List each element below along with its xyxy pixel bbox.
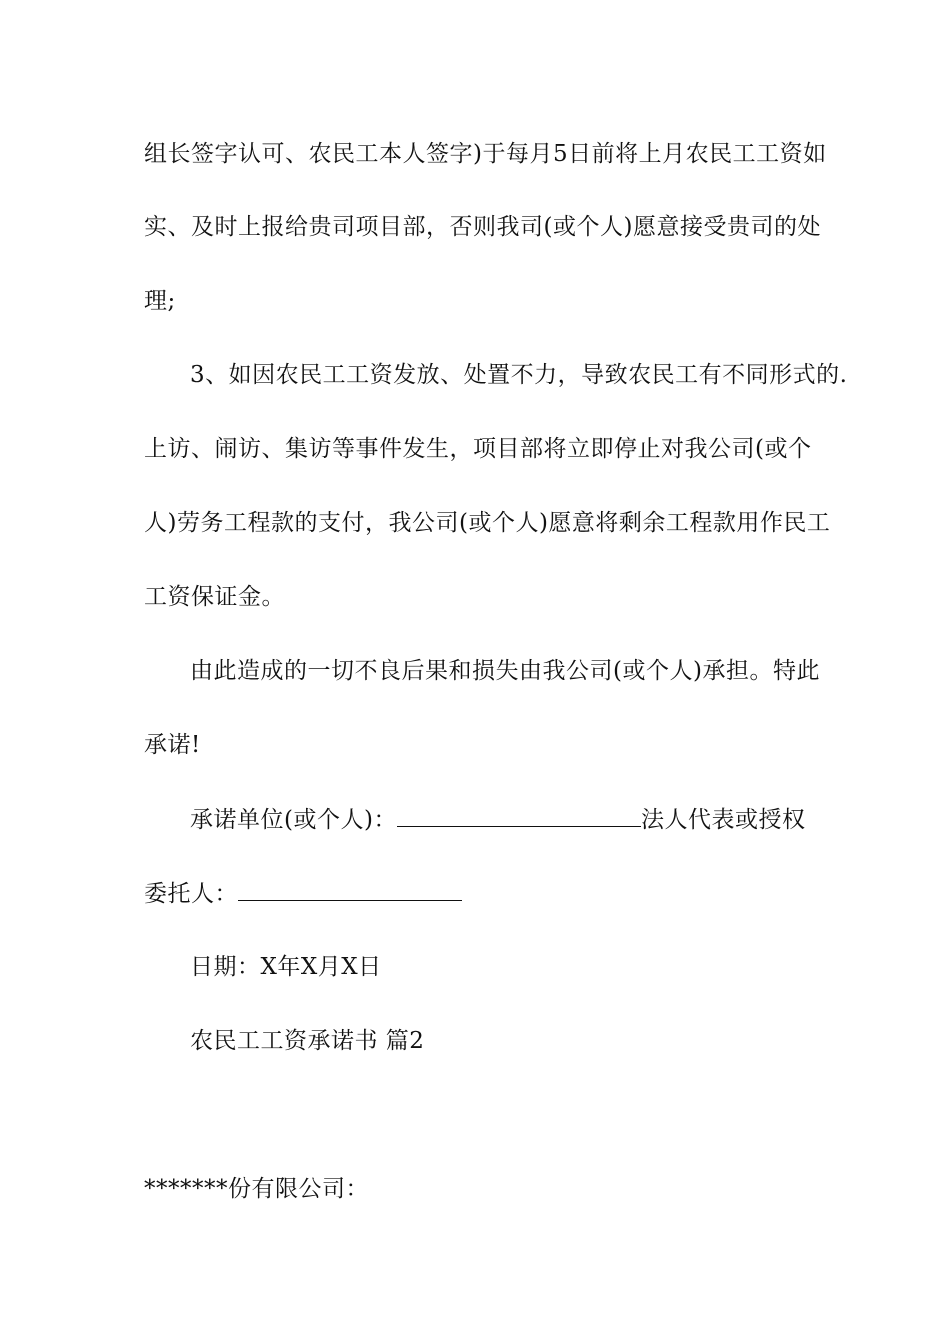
section-title: 农民工工资承诺书 篇2 — [190, 1028, 425, 1054]
unit-label: 承诺单位(或个人)： — [190, 807, 397, 833]
addressee: *******份有限公司： — [144, 1176, 369, 1202]
signature-date: 日期：X年X月X日 — [190, 954, 382, 980]
paragraph-line: 实、及时上报给贵司项目部，否则我司(或个人)愿意接受贵司的处 — [144, 214, 821, 240]
paragraph-line: 承诺! — [144, 732, 201, 758]
paragraph-line: 人)劳务工程款的支付，我公司(或个人)愿意将剩余工程款用作民工 — [144, 510, 831, 536]
paragraph-line: 3、如因农民工工资发放、处置不力，导致农民工有不同形式的. — [190, 362, 848, 388]
paragraph-line: 由此造成的一切不良后果和损失由我公司(或个人)承担。特此 — [190, 658, 820, 684]
paragraph-line: 理; — [144, 288, 176, 314]
rep-label-part1: 法人代表或授权 — [640, 807, 806, 833]
paragraph-line: 上访、闹访、集访等事件发生，项目部将立即停止对我公司(或个 — [144, 436, 812, 462]
rep-blank — [238, 878, 462, 901]
signature-line-rep — [144, 878, 462, 909]
signature-line-unit — [190, 804, 805, 835]
unit-blank — [397, 804, 641, 827]
paragraph-line: 组长签字认可、农民工本人签字)于每月5日前将上月农民工工资如 — [144, 141, 827, 167]
paragraph-line: 工资保证金。 — [144, 584, 285, 610]
rep-label-part2: 委托人： — [144, 881, 238, 907]
